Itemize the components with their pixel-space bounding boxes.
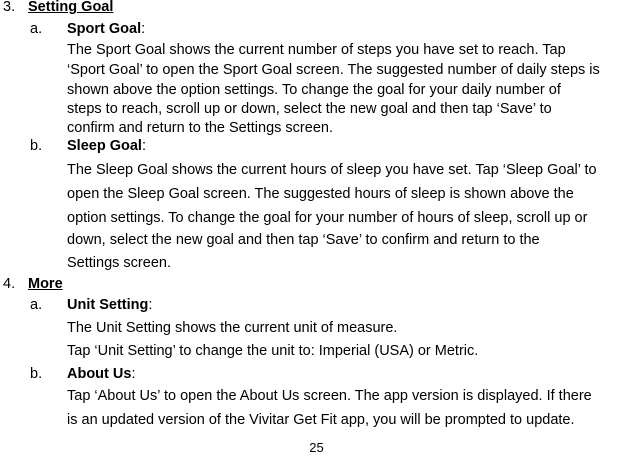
body-line: The Sport Goal shows the current number of steps you have set to reach. Tap	[67, 42, 566, 58]
body-line: down, select the new goal and then tap ‘Save’ to confirm and return to the	[67, 232, 540, 248]
body-line: option settings. To change the goal for your number of hours of sleep, scroll up or	[67, 210, 588, 226]
item-letter: b.	[30, 138, 43, 154]
section-title: More	[28, 276, 63, 292]
section-title: Setting Goal	[28, 0, 114, 15]
item-title: Sleep Goal	[67, 138, 142, 154]
item-title: Unit Setting	[67, 297, 149, 313]
body-line: The Unit Setting shows the current unit of measure.	[67, 320, 398, 336]
item-title: About Us	[67, 366, 132, 382]
body-line: confirm and return to the Settings screen.	[67, 120, 333, 136]
section-number: 3.	[3, 0, 16, 15]
item-heading	[67, 366, 135, 382]
item-colon: :	[141, 21, 146, 37]
body-line: ‘Sport Goal’ to open the Sport Goal screen. The suggested number of daily steps is	[67, 62, 600, 78]
item-title: Sport Goal	[67, 21, 142, 37]
item-heading	[67, 297, 152, 313]
body-line: Tap ‘Unit Setting’ to change the unit to: Imperial (USA) or Metric.	[67, 343, 479, 359]
item-heading	[67, 21, 145, 37]
body-line: Tap ‘About Us’ to open the About Us screen. The app version is displayed. If there	[67, 388, 592, 404]
body-line: The Sleep Goal shows the current hours of sleep you have set. Tap ‘Sleep Goal’ to	[67, 162, 597, 178]
item-colon: :	[141, 138, 146, 154]
body-line: is an updated version of the Vivitar Get Fit app, you will be prompted to update.	[67, 412, 575, 428]
item-letter: b.	[30, 366, 43, 382]
item-letter: a.	[30, 21, 43, 37]
body-line: open the Sleep Goal screen. The suggested hours of sleep is shown above the	[67, 186, 574, 202]
page-number: 25	[309, 440, 324, 455]
section-number: 4.	[3, 276, 16, 292]
item-heading	[67, 138, 146, 154]
item-colon: :	[131, 366, 136, 382]
item-letter: a.	[30, 297, 43, 313]
body-line: shown above the option settings. To change the goal for your daily number of	[67, 82, 561, 98]
body-line: steps to reach, scroll up or down, select the new goal and then tap ‘Save’ to	[67, 101, 552, 117]
item-colon: :	[148, 297, 153, 313]
body-line: Settings screen.	[67, 255, 171, 271]
